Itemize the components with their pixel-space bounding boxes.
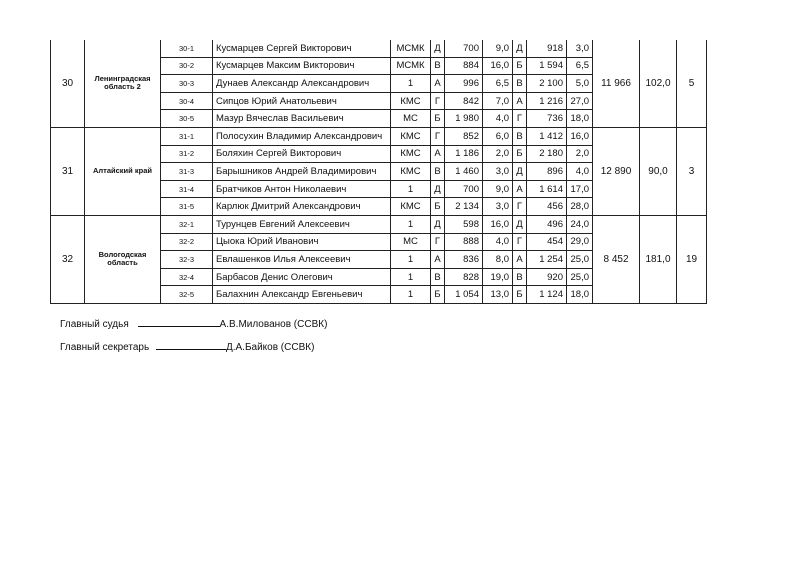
round2-group: В: [513, 127, 527, 145]
round2-group: В: [513, 75, 527, 93]
round1-points: 2 134: [445, 198, 483, 216]
round1-group: Г: [431, 127, 445, 145]
round1-place: 16,0: [483, 57, 513, 75]
round1-points: 700: [445, 180, 483, 198]
participant-rank: КМС: [391, 145, 431, 163]
round1-place: 16,0: [483, 215, 513, 233]
team-number: 30: [51, 40, 85, 127]
round2-points: 1 254: [527, 251, 567, 269]
team-number: 32: [51, 215, 85, 303]
participant-code: 31-5: [161, 198, 213, 216]
round1-points: 888: [445, 233, 483, 251]
team-final-place: 19: [677, 215, 707, 303]
round2-points: 1 124: [527, 286, 567, 304]
round1-points: 1 460: [445, 163, 483, 181]
round2-place: 3,0: [567, 40, 593, 57]
participant-code: 32-2: [161, 233, 213, 251]
round1-points: 996: [445, 75, 483, 93]
round2-points: 1 614: [527, 180, 567, 198]
round1-place: 3,0: [483, 198, 513, 216]
participant-rank: 1: [391, 215, 431, 233]
participant-code: 31-1: [161, 127, 213, 145]
round2-group: А: [513, 92, 527, 110]
round1-points: 598: [445, 215, 483, 233]
team-final-place: 5: [677, 40, 707, 127]
round2-place: 4,0: [567, 163, 593, 181]
round2-place: 6,5: [567, 57, 593, 75]
round1-group: В: [431, 57, 445, 75]
round2-points: 920: [527, 268, 567, 286]
round1-points: 1 186: [445, 145, 483, 163]
round1-group: Г: [431, 92, 445, 110]
round2-place: 18,0: [567, 110, 593, 128]
round1-place: 8,0: [483, 251, 513, 269]
round2-place: 27,0: [567, 92, 593, 110]
round1-place: 3,0: [483, 163, 513, 181]
participant-name: Боляхин Сергей Викторович: [213, 145, 391, 163]
round1-points: 842: [445, 92, 483, 110]
round2-points: 736: [527, 110, 567, 128]
round1-points: 852: [445, 127, 483, 145]
round1-group: А: [431, 75, 445, 93]
round2-group: Б: [513, 145, 527, 163]
participant-name: Сипцов Юрий Анатольевич: [213, 92, 391, 110]
round1-place: 9,0: [483, 180, 513, 198]
team-total-points: 11 966: [593, 40, 640, 127]
judge-signature-blank: [138, 316, 220, 327]
team-total-points: 12 890: [593, 127, 640, 215]
participant-rank: КМС: [391, 198, 431, 216]
round2-points: 456: [527, 198, 567, 216]
participant-code: 32-4: [161, 268, 213, 286]
participant-rank: КМС: [391, 127, 431, 145]
participant-code: 32-3: [161, 251, 213, 269]
results-body: [51, 40, 707, 303]
participant-code: 32-5: [161, 286, 213, 304]
team-number: 31: [51, 127, 85, 215]
round1-place: 4,0: [483, 233, 513, 251]
round1-place: 4,0: [483, 110, 513, 128]
results-table: [50, 40, 707, 304]
participant-code: 30-5: [161, 110, 213, 128]
participant-name: Кусмарцев Максим Викторович: [213, 57, 391, 75]
participant-code: 30-1: [161, 40, 213, 57]
participant-rank: 1: [391, 251, 431, 269]
round1-group: В: [431, 268, 445, 286]
team-total-places: 90,0: [640, 127, 677, 215]
round2-points: 1 216: [527, 92, 567, 110]
round1-group: Д: [431, 180, 445, 198]
round2-points: 2 100: [527, 75, 567, 93]
participant-code: 31-2: [161, 145, 213, 163]
round1-place: 2,0: [483, 145, 513, 163]
secretary-signature-blank: [156, 339, 226, 350]
participant-rank: МСМК: [391, 57, 431, 75]
table-row: [51, 40, 707, 57]
team-region: Алтайский край: [85, 127, 161, 215]
round1-points: 700: [445, 40, 483, 57]
participant-rank: 1: [391, 286, 431, 304]
secretary-signature-line: [60, 339, 314, 353]
participant-name: Цыока Юрий Иванович: [213, 233, 391, 251]
participant-code: 30-3: [161, 75, 213, 93]
round1-place: 6,5: [483, 75, 513, 93]
round2-points: 1 412: [527, 127, 567, 145]
table-row: [51, 215, 707, 233]
round2-place: 2,0: [567, 145, 593, 163]
participant-name: Мазур Вячеслав Васильевич: [213, 110, 391, 128]
round2-group: Б: [513, 57, 527, 75]
team-region: Ленинградская область 2: [85, 40, 161, 127]
round2-points: 454: [527, 233, 567, 251]
round1-group: Б: [431, 110, 445, 128]
round1-group: Г: [431, 233, 445, 251]
participant-rank: 1: [391, 180, 431, 198]
judge-name: А.В.Милованов (ССВК): [219, 319, 328, 330]
round2-place: 17,0: [567, 180, 593, 198]
team-region: Вологодская область: [85, 215, 161, 303]
round1-points: 1 054: [445, 286, 483, 304]
round2-points: 2 180: [527, 145, 567, 163]
round2-group: Г: [513, 198, 527, 216]
participant-name: Турунцев Евгений Алексеевич: [213, 215, 391, 233]
participant-code: 31-4: [161, 180, 213, 198]
round1-place: 9,0: [483, 40, 513, 57]
round2-place: 24,0: [567, 215, 593, 233]
round2-place: 25,0: [567, 251, 593, 269]
participant-code: 32-1: [161, 215, 213, 233]
round1-place: 6,0: [483, 127, 513, 145]
round1-group: Д: [431, 40, 445, 57]
round2-group: Б: [513, 286, 527, 304]
participant-name: Барышников Андрей Владимирович: [213, 163, 391, 181]
round2-points: 918: [527, 40, 567, 57]
participant-code: 30-4: [161, 92, 213, 110]
participant-name: Полосухин Владимир Александрович: [213, 127, 391, 145]
round2-points: 496: [527, 215, 567, 233]
participant-rank: МС: [391, 233, 431, 251]
round1-group: Б: [431, 198, 445, 216]
round2-group: Д: [513, 40, 527, 57]
secretary-name: Д.А.Байков (ССВК): [225, 342, 315, 353]
round2-group: Г: [513, 110, 527, 128]
round2-group: Г: [513, 233, 527, 251]
participant-name: Евлашенков Илья Алексеевич: [213, 251, 391, 269]
participant-name: Братчиков Антон Николаевич: [213, 180, 391, 198]
round2-place: 5,0: [567, 75, 593, 93]
round1-points: 828: [445, 268, 483, 286]
participant-code: 30-2: [161, 57, 213, 75]
round1-points: 884: [445, 57, 483, 75]
judge-label: Главный судья: [60, 319, 129, 330]
round1-group: В: [431, 163, 445, 181]
round2-place: 28,0: [567, 198, 593, 216]
participant-rank: КМС: [391, 92, 431, 110]
participant-rank: 1: [391, 75, 431, 93]
team-total-points: 8 452: [593, 215, 640, 303]
round1-place: 19,0: [483, 268, 513, 286]
participant-rank: МСМК: [391, 40, 431, 57]
round1-group: А: [431, 145, 445, 163]
participant-name: Балахнин Александр Евгеньевич: [213, 286, 391, 304]
participant-name: Карлюк Дмитрий Александрович: [213, 198, 391, 216]
round2-points: 1 594: [527, 57, 567, 75]
table-row: [51, 127, 707, 145]
round2-place: 29,0: [567, 233, 593, 251]
participant-name: Дунаев Александр Александрович: [213, 75, 391, 93]
participant-rank: 1: [391, 268, 431, 286]
round1-group: Д: [431, 215, 445, 233]
judge-signature-line: [60, 316, 327, 330]
round2-place: 18,0: [567, 286, 593, 304]
round1-points: 1 980: [445, 110, 483, 128]
secretary-label: Главный секретарь: [60, 342, 150, 353]
round2-group: В: [513, 268, 527, 286]
round2-group: А: [513, 251, 527, 269]
participant-rank: КМС: [391, 163, 431, 181]
round2-place: 16,0: [567, 127, 593, 145]
team-total-places: 181,0: [640, 215, 677, 303]
round2-group: Д: [513, 163, 527, 181]
round2-points: 896: [527, 163, 567, 181]
participant-name: Барбасов Денис Олегович: [213, 268, 391, 286]
round1-group: Б: [431, 286, 445, 304]
round1-place: 13,0: [483, 286, 513, 304]
team-total-places: 102,0: [640, 40, 677, 127]
participant-code: 31-3: [161, 163, 213, 181]
team-final-place: 3: [677, 127, 707, 215]
round2-group: А: [513, 180, 527, 198]
participant-name: Кусмарцев Сергей Викторович: [213, 40, 391, 57]
round1-place: 7,0: [483, 92, 513, 110]
participant-rank: МС: [391, 110, 431, 128]
round2-group: Д: [513, 215, 527, 233]
round1-group: А: [431, 251, 445, 269]
round1-points: 836: [445, 251, 483, 269]
round2-place: 25,0: [567, 268, 593, 286]
